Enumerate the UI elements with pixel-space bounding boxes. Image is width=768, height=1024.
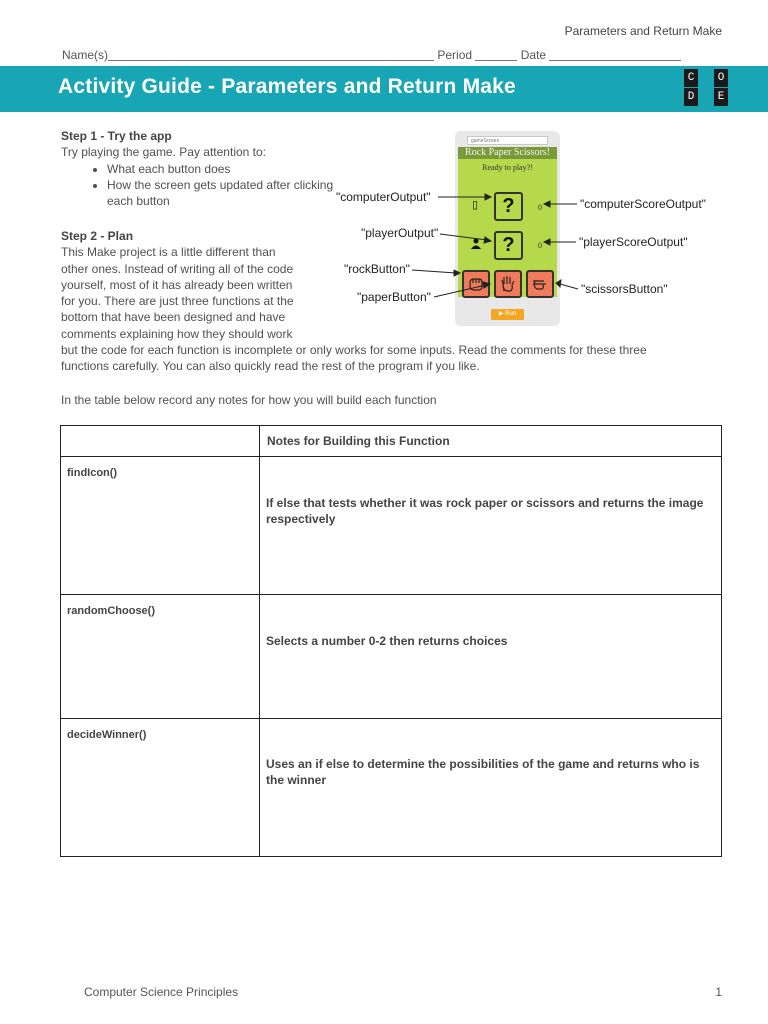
step2-line: This Make project is a little different than <box>61 245 276 260</box>
screen-dropdown: gameScreen <box>467 136 548 145</box>
function-name: decideWinner() <box>61 719 260 857</box>
logo-letter-d: D <box>684 88 698 106</box>
step1-heading: Step 1 - Try the app <box>61 129 172 143</box>
step2-line: comments explaining how they should work <box>61 326 293 341</box>
computer-output: ? <box>494 192 523 221</box>
function-name: findIcon() <box>61 457 260 595</box>
page-number: 1 <box>715 985 722 999</box>
notes-text: Selects a number 0-2 then returns choices <box>266 634 508 648</box>
annotation-arrows <box>0 0 768 330</box>
footer-course: Computer Science Principles <box>84 985 239 999</box>
notes-cell[interactable] <box>260 457 722 595</box>
notes-cell[interactable] <box>260 595 722 719</box>
app-title: Rock Paper Scissors! <box>458 147 557 159</box>
step1-intro: Try playing the game. Pay attention to: <box>61 145 267 160</box>
table-row <box>61 595 722 719</box>
computer-score: 0 <box>538 203 542 212</box>
table-row <box>61 457 722 595</box>
step2-heading: Step 2 - Plan <box>61 229 134 243</box>
function-name: randomChoose() <box>61 595 260 719</box>
computer-icon: ▯ <box>472 199 479 211</box>
rock-button-label: "rockButton" <box>344 262 410 276</box>
player-output: ? <box>494 231 523 260</box>
period-label: Period <box>437 48 473 62</box>
step2-line: functions carefully. You can also quickly read the rest of the program if you like. <box>61 359 480 374</box>
notes-text: If else that tests whether it was rock paper or scissors and returns the image respectively <box>266 496 704 527</box>
step2-line: yourself, most of it has already been written <box>61 277 293 292</box>
table-intro: In the table below record any notes for how you will build each function <box>61 393 437 407</box>
list-item: • What each button does <box>107 161 361 177</box>
run-label: Run <box>505 311 517 317</box>
player-score: 0 <box>538 241 542 250</box>
logo-letter-c: C <box>684 69 698 87</box>
list-item: • How the screen gets updated after clicking each button <box>107 177 361 210</box>
table-row <box>61 719 722 857</box>
date-label: Date <box>520 48 547 62</box>
notes-cell[interactable] <box>260 719 722 857</box>
notes-text: Uses an if else to determine the possibilities of the game and returns who is the winner <box>266 757 700 788</box>
step2-line: bottom that have been designed and have <box>61 310 286 325</box>
step2-line: for you. There are just three functions at the <box>61 294 294 309</box>
step2-line: other ones. Instead of writing all of the code <box>61 261 294 276</box>
paper-button-label: "paperButton" <box>357 290 431 304</box>
logo-letter-e: E <box>714 88 728 106</box>
ready-text: Ready to play?! <box>482 163 533 172</box>
logo-letter-o: O <box>714 69 728 87</box>
player-output-label: "playerOutput" <box>361 226 439 240</box>
table-header-row <box>61 426 722 457</box>
notes-table <box>60 425 722 857</box>
header-doc-title: Parameters and Return Make <box>564 24 722 38</box>
step2-line: but the code for each function is incomplete or only works for some inputs. Read the comments for these three <box>61 343 647 358</box>
run-button[interactable]: ▶ Run <box>491 309 524 320</box>
name-label: Name(s) <box>62 48 109 62</box>
player-score-output-label: "playerScoreOutput" <box>579 235 688 249</box>
table-header-cell <box>61 426 260 457</box>
scissors-button-label: "scissorsButton" <box>581 282 668 296</box>
computer-output-label: "computerOutput" <box>336 190 431 204</box>
computer-score-output-label: "computerScoreOutput" <box>580 197 706 211</box>
table-header-cell: Notes for Building this Function <box>260 426 722 457</box>
page-title: Activity Guide - Parameters and Return Make <box>58 75 516 98</box>
